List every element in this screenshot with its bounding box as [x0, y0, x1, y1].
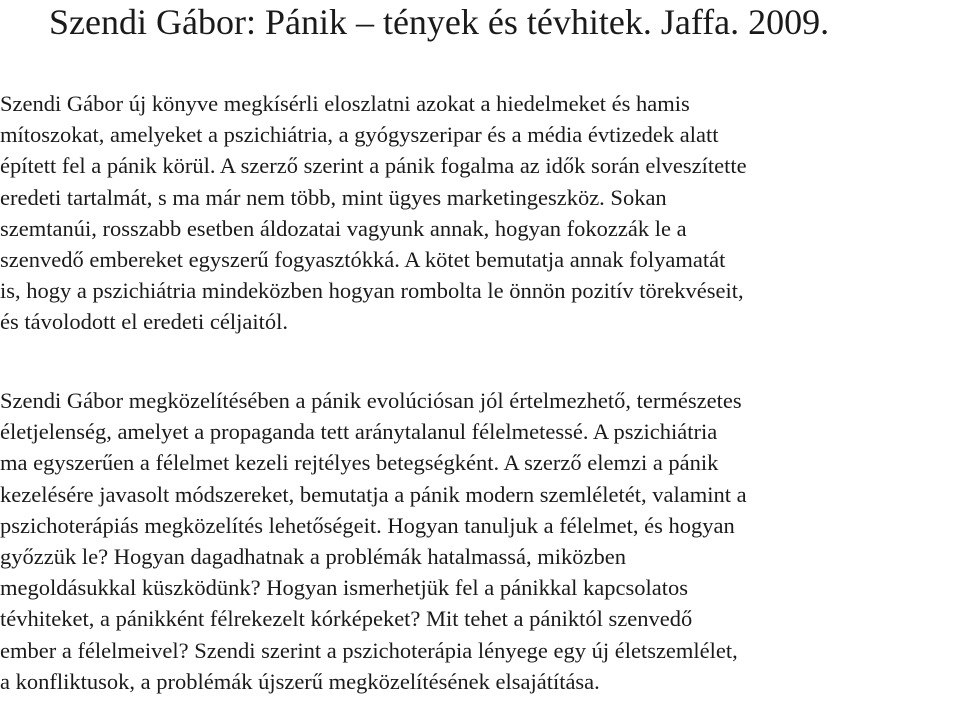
text-line: szenvedő embereket egyszerű fogyasztókká. A kötet bemutatja annak folyamatát [0, 247, 726, 273]
text-line: is, hogy a pszichiátria mindeközben hogyan rombolta le önnön pozitív törekvéseit, [0, 278, 744, 304]
text-line: ember a félelmeivel? Szendi szerint a pszichoterápia lényege egy új életszemlélet, [0, 637, 738, 663]
text-line: pszichoterápiás megközelítés lehetőségeit. Hogyan tanuljuk a félelmet, és hogyan [0, 512, 735, 538]
text-line: győzzük le? Hogyan dagadhatnak a problémák hatalmassá, miközben [0, 544, 627, 570]
text-line: Szendi Gábor megközelítésében a pánik evolúciósan jól értelmezhető, természetes [0, 388, 742, 413]
text-line: mítoszokat, amelyeket a pszichiátria, a gyógyszeripar és a média évtizedek alatt [0, 122, 719, 148]
text-line: ma egyszerűen a félelmet kezeli rejtélyes betegségként. A szerző elemzi a pánik [0, 450, 719, 476]
text-line: eredeti tartalmát, s ma már nem több, mint ügyes marketingeszköz. Sokan [0, 184, 667, 210]
paragraph-intro [0, 88, 747, 338]
paragraph-approach [0, 385, 747, 697]
text-line: kezelésére javasolt módszereket, bemutatja a pánik modern szemléletét, valamint a [0, 481, 747, 507]
text-line: és távolodott el eredeti céljaitól. [0, 309, 289, 335]
text-line: Szendi Gábor új könyve megkísérli eloszlatni azokat a hiedelmeket és hamis [0, 91, 690, 116]
text-line: épített fel a pánik körül. A szerző szerint a pánik fogalma az idők során elveszítette [0, 153, 747, 179]
page-title: Szendi Gábor: Pánik – tények és tévhitek. Jaffa. 2009. [49, 2, 830, 42]
text-line: tévhiteket, a pánikként félrekezelt kórképeket? Mit tehet a pániktól szenvedő [0, 606, 693, 632]
text-line: a konfliktusok, a problémák újszerű megközelítésének elsajátítása. [0, 668, 600, 694]
text-line: megoldásukkal küszködünk? Hogyan ismerhetjük fel a pánikkal kapcsolatos [0, 575, 688, 601]
text-line: szemtanúi, rosszabb esetben áldozatai vagyunk annak, hogyan fokozzák le a [0, 215, 687, 241]
text-line: életjelenség, amelyet a propaganda tett aránytalanul félelmetessé. A pszichiátria [0, 419, 718, 445]
